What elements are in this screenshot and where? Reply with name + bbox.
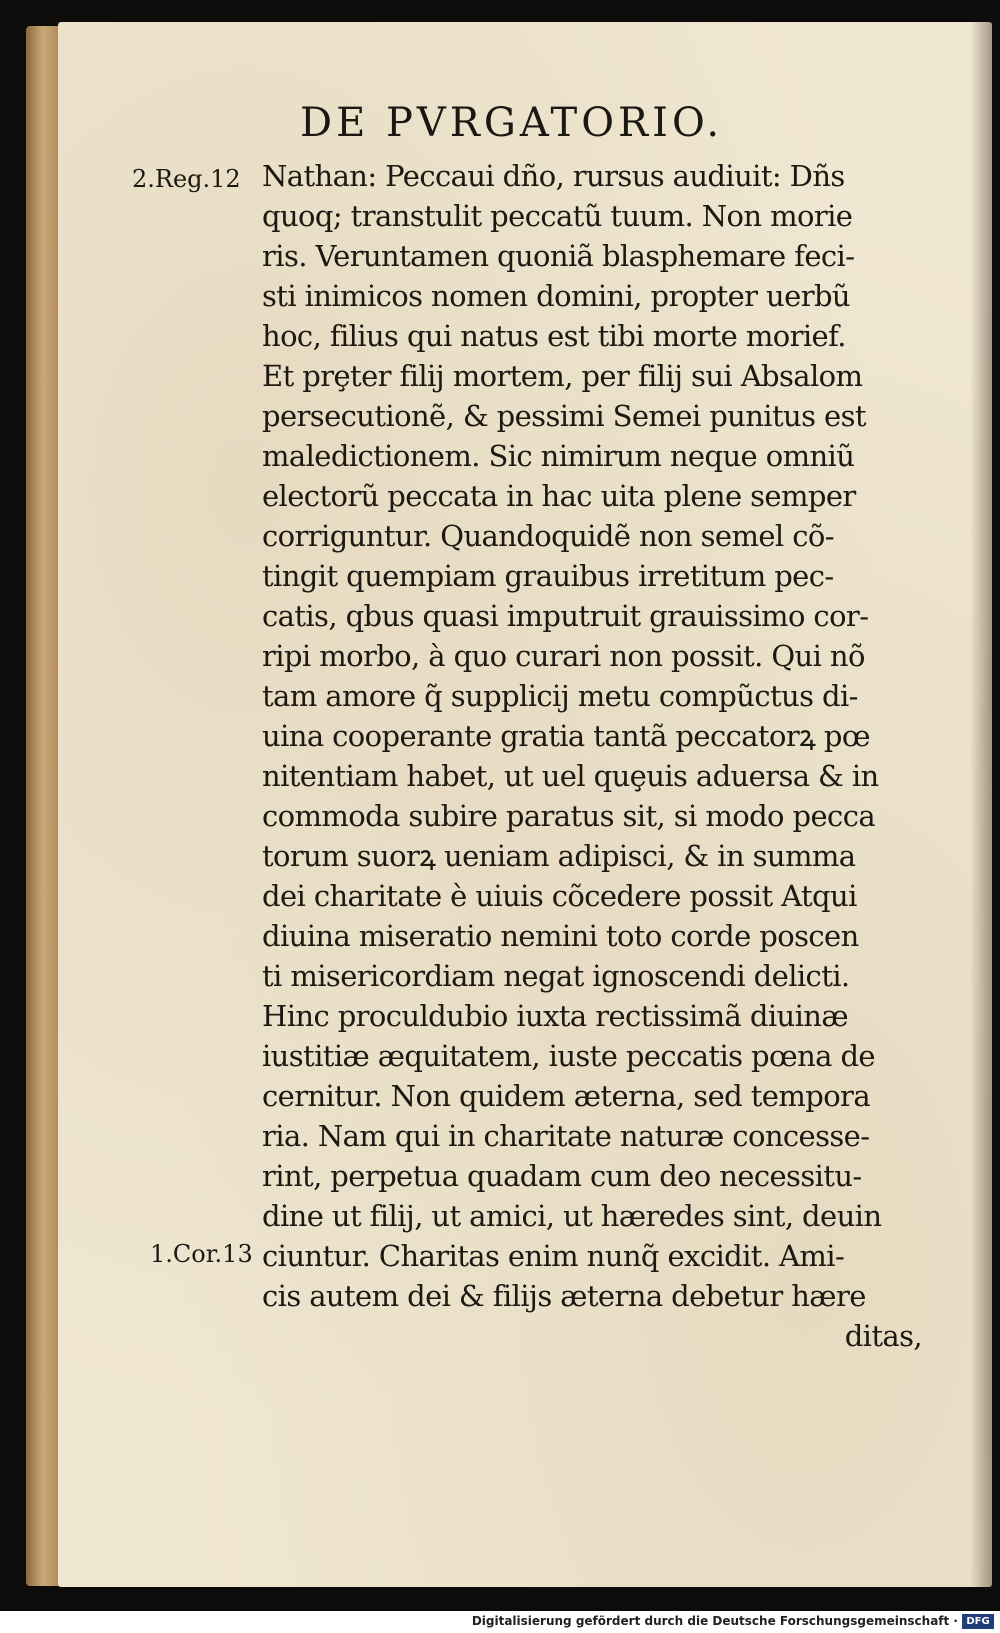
funding-credit: Digitalisierung gefördert durch die Deutsche Forschungsgemeinschaft · [471,1614,958,1628]
text-line: dine ut filij, ut amici, ut hæredes sint, deuin [262,1199,882,1233]
text-line: diuina miseratio nemini toto corde poscen [262,919,859,953]
text-line: nitentiam habet, ut uel quȩuis aduersa & in [262,759,879,793]
text-line: maledictionem. Sic nimirum neque omniũ [262,439,855,473]
text-line: hoc, filius qui natus est tibi morte morief. [262,319,846,353]
text-line: ris. Veruntamen quoniã blasphemare feci- [262,239,855,273]
text-line: ripi morbo, à quo curari non possit. Qui nõ [262,639,865,673]
dfg-logo: DFG [962,1614,994,1629]
text-line: ti misericordiam negat ignoscendi delicti. [262,959,850,993]
text-line: corriguntur. Quandoquidẽ non semel cõ- [262,519,834,553]
text-line: tingit quempiam grauibus irretitum pec- [262,559,834,593]
text-line: commoda subire paratus sit, si modo pecca [262,799,876,833]
text-line: Nathan: Peccaui dño, rursus audiuit: Dñs [262,159,845,193]
text-line: tam amore q̃ supplicij metu compũctus di- [262,679,858,713]
body-text [262,156,922,1356]
text-line: ciuntur. Charitas enim nunq̃ excidit. Ami- [262,1239,845,1273]
text-line: Et prȩter filij mortem, per filij sui Absalom [262,359,863,393]
text-line: uina cooperante gratia tantã peccatorꝝ pœ [262,719,870,753]
text-line: quoq; transtulit peccatũ tuum. Non morie [262,199,853,233]
text-line: catis, qbus quasi imputruit grauissimo cor- [262,599,869,633]
text-line: dei charitate è uiuis cõcedere possit Atqui [262,879,857,913]
footer-bar [0,1611,1000,1633]
text-line: iustitiæ æquitatem, iuste peccatis pœna de [262,1039,875,1073]
text-line: torum suorꝝ ueniam adipisci, & in summa [262,839,856,873]
text-line: cis autem dei & filijs æterna debetur hære [262,1279,866,1313]
margin-note-cor: 1.Cor.13 [150,1240,253,1268]
text-line: Hinc proculdubio iuxta rectissimã diuinæ [262,999,848,1033]
text-line-catchword: ditas, [844,1319,922,1353]
text-line: persecutionẽ, & pessimi Semei punitus est [262,399,866,433]
text-line: cernitur. Non quidem æterna, sed tempora [262,1079,871,1113]
text-line: ria. Nam qui in charitate naturæ concesse- [262,1119,870,1153]
margin-note-reg: 2.Reg.12 [132,165,241,193]
page-gutter-shadow [970,22,992,1587]
text-line: sti inimicos nomen domini, propter uerbũ [262,279,851,313]
text-line: rint, perpetua quadam cum deo necessitu- [262,1159,862,1193]
text-line: electorũ peccata in hac uita plene semper [262,479,856,513]
running-header: DE PVRGATORIO. [300,100,724,146]
